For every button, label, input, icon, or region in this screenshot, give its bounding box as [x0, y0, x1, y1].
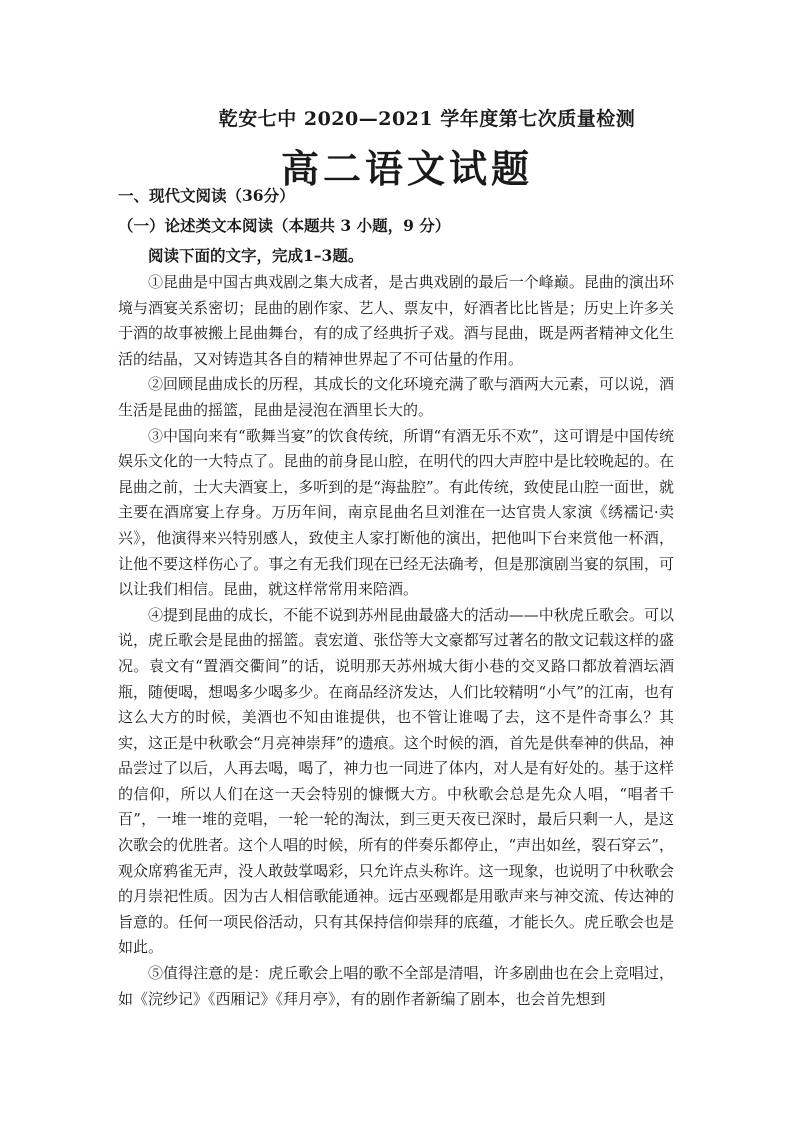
subsection-heading: （一）论述类文本阅读（本题共 3 小题，9 分） [118, 216, 451, 235]
exam-subtitle: 乾安七中 2020—2021 学年度第七次质量检测 [218, 108, 636, 130]
exam-title: 高二语文试题 [280, 146, 533, 191]
reading-instruction: 阅读下面的文字，完成1–3题。 [148, 246, 364, 265]
paragraph-2: ②回顾昆曲成长的历程，其成长的文化环境充满了歌与酒两大元素，可以说，酒生活是昆曲的摇篮，昆曲是浸泡在酒里长大的。 [118, 375, 674, 419]
paragraph-5: ⑤值得注意的是：虎丘歌会上唱的歌不全部是清唱，许多剧曲也在会上竞唱过，如《浣纱记》《西厢记》《拜月亭》，有的剧作者新编了剧本，也会首先想到 [118, 964, 674, 1008]
section-heading: 一、现代文阅读（36分） [118, 186, 295, 205]
paragraph-1: ①昆曲是中国古典戏剧之集大成者，是古典戏剧的最后一个峰巅。昆曲的演出环境与酒宴关系密切；昆曲的剧作家、艺人、票友中，好酒者比比皆是；历史上许多关于酒的故事被搬上昆曲舞台，有的成了经典折子戏。酒与昆曲，既是两者精神文化生活的结晶，又对铸造其各自的精神世界起了不可估量的作用。 [118, 273, 674, 368]
paragraph-4: ④提到昆曲的成长，不能不说到苏州昆曲最盛大的活动——中秋虎丘歌会。可以说，虎丘歌会是昆曲的摇篮。袁宏道、张岱等大文豪都写过著名的散文记载这样的盛况。袁文有“置酒交衢间”的话，说明那天苏州城大街小巷的交叉路口都放着酒坛酒瓶，随便喝，想喝多少喝多少。在商品经济发达，人们比较精明“小气”的江南，也有这么大方的时候，美酒也不知由谁提供，也不管让谁喝了去，这不是件奇事么？其实，这正是中秋歌会“月亮神崇拜”的遗痕。这个时候的酒，首先是供奉神的供品，神品尝过了以后，人再去喝，喝了，神力也一同进了体内，对人是有好处的。基于这样的信仰，所以人们在这一天会特别的慷慨大方。中秋歌会总是先众人唱，“唱者千百”，一堆一堆的竞唱，一轮一轮的淘汰，到三更天夜已深时，最后只剩一人，是这次歌会的优胜者。这个人唱的时候，所有的伴奏乐都停止，“声出如丝，裂石穿云”，观众席鸦雀无声，没人敢鼓掌喝彩，只允许点头称许。这一现象，也说明了中秋歌会的月崇祀性质。因为古人相信歌能通神。远古巫觋都是用歌声来与神交流、传达神的旨意的。任何一项民俗活动，只有其保持信仰崇拜的底蕴，才能长久。虎丘歌会也是如此。 [118, 605, 674, 957]
passage-body [118, 270, 674, 1012]
paragraph-3: ③中国向来有“歌舞当宴”的饮食传统，所谓“有酒无乐不欢”，这可谓是中国传统娱乐文化的一大特点了。昆曲的前身昆山腔，在明代的四大声腔中是比较晚起的。在昆曲之前，士大夫酒宴上，多听到的是“海盐腔”。有此传统，致使昆山腔一面世，就主要在酒席宴上存身。万历年间，南京昆曲名旦刘淮在一达官贵人家演《绣襦记·卖兴》，他演得来兴特别感人，致使主人家打断他的演出，把他叫下台来赏他一杯酒，让他不要这样伤心了。事之有无我们现在已经无法确考，但是那演剧当宴的氛围，可以让我们相信。昆曲，就这样常常用来陪酒。 [118, 426, 674, 599]
